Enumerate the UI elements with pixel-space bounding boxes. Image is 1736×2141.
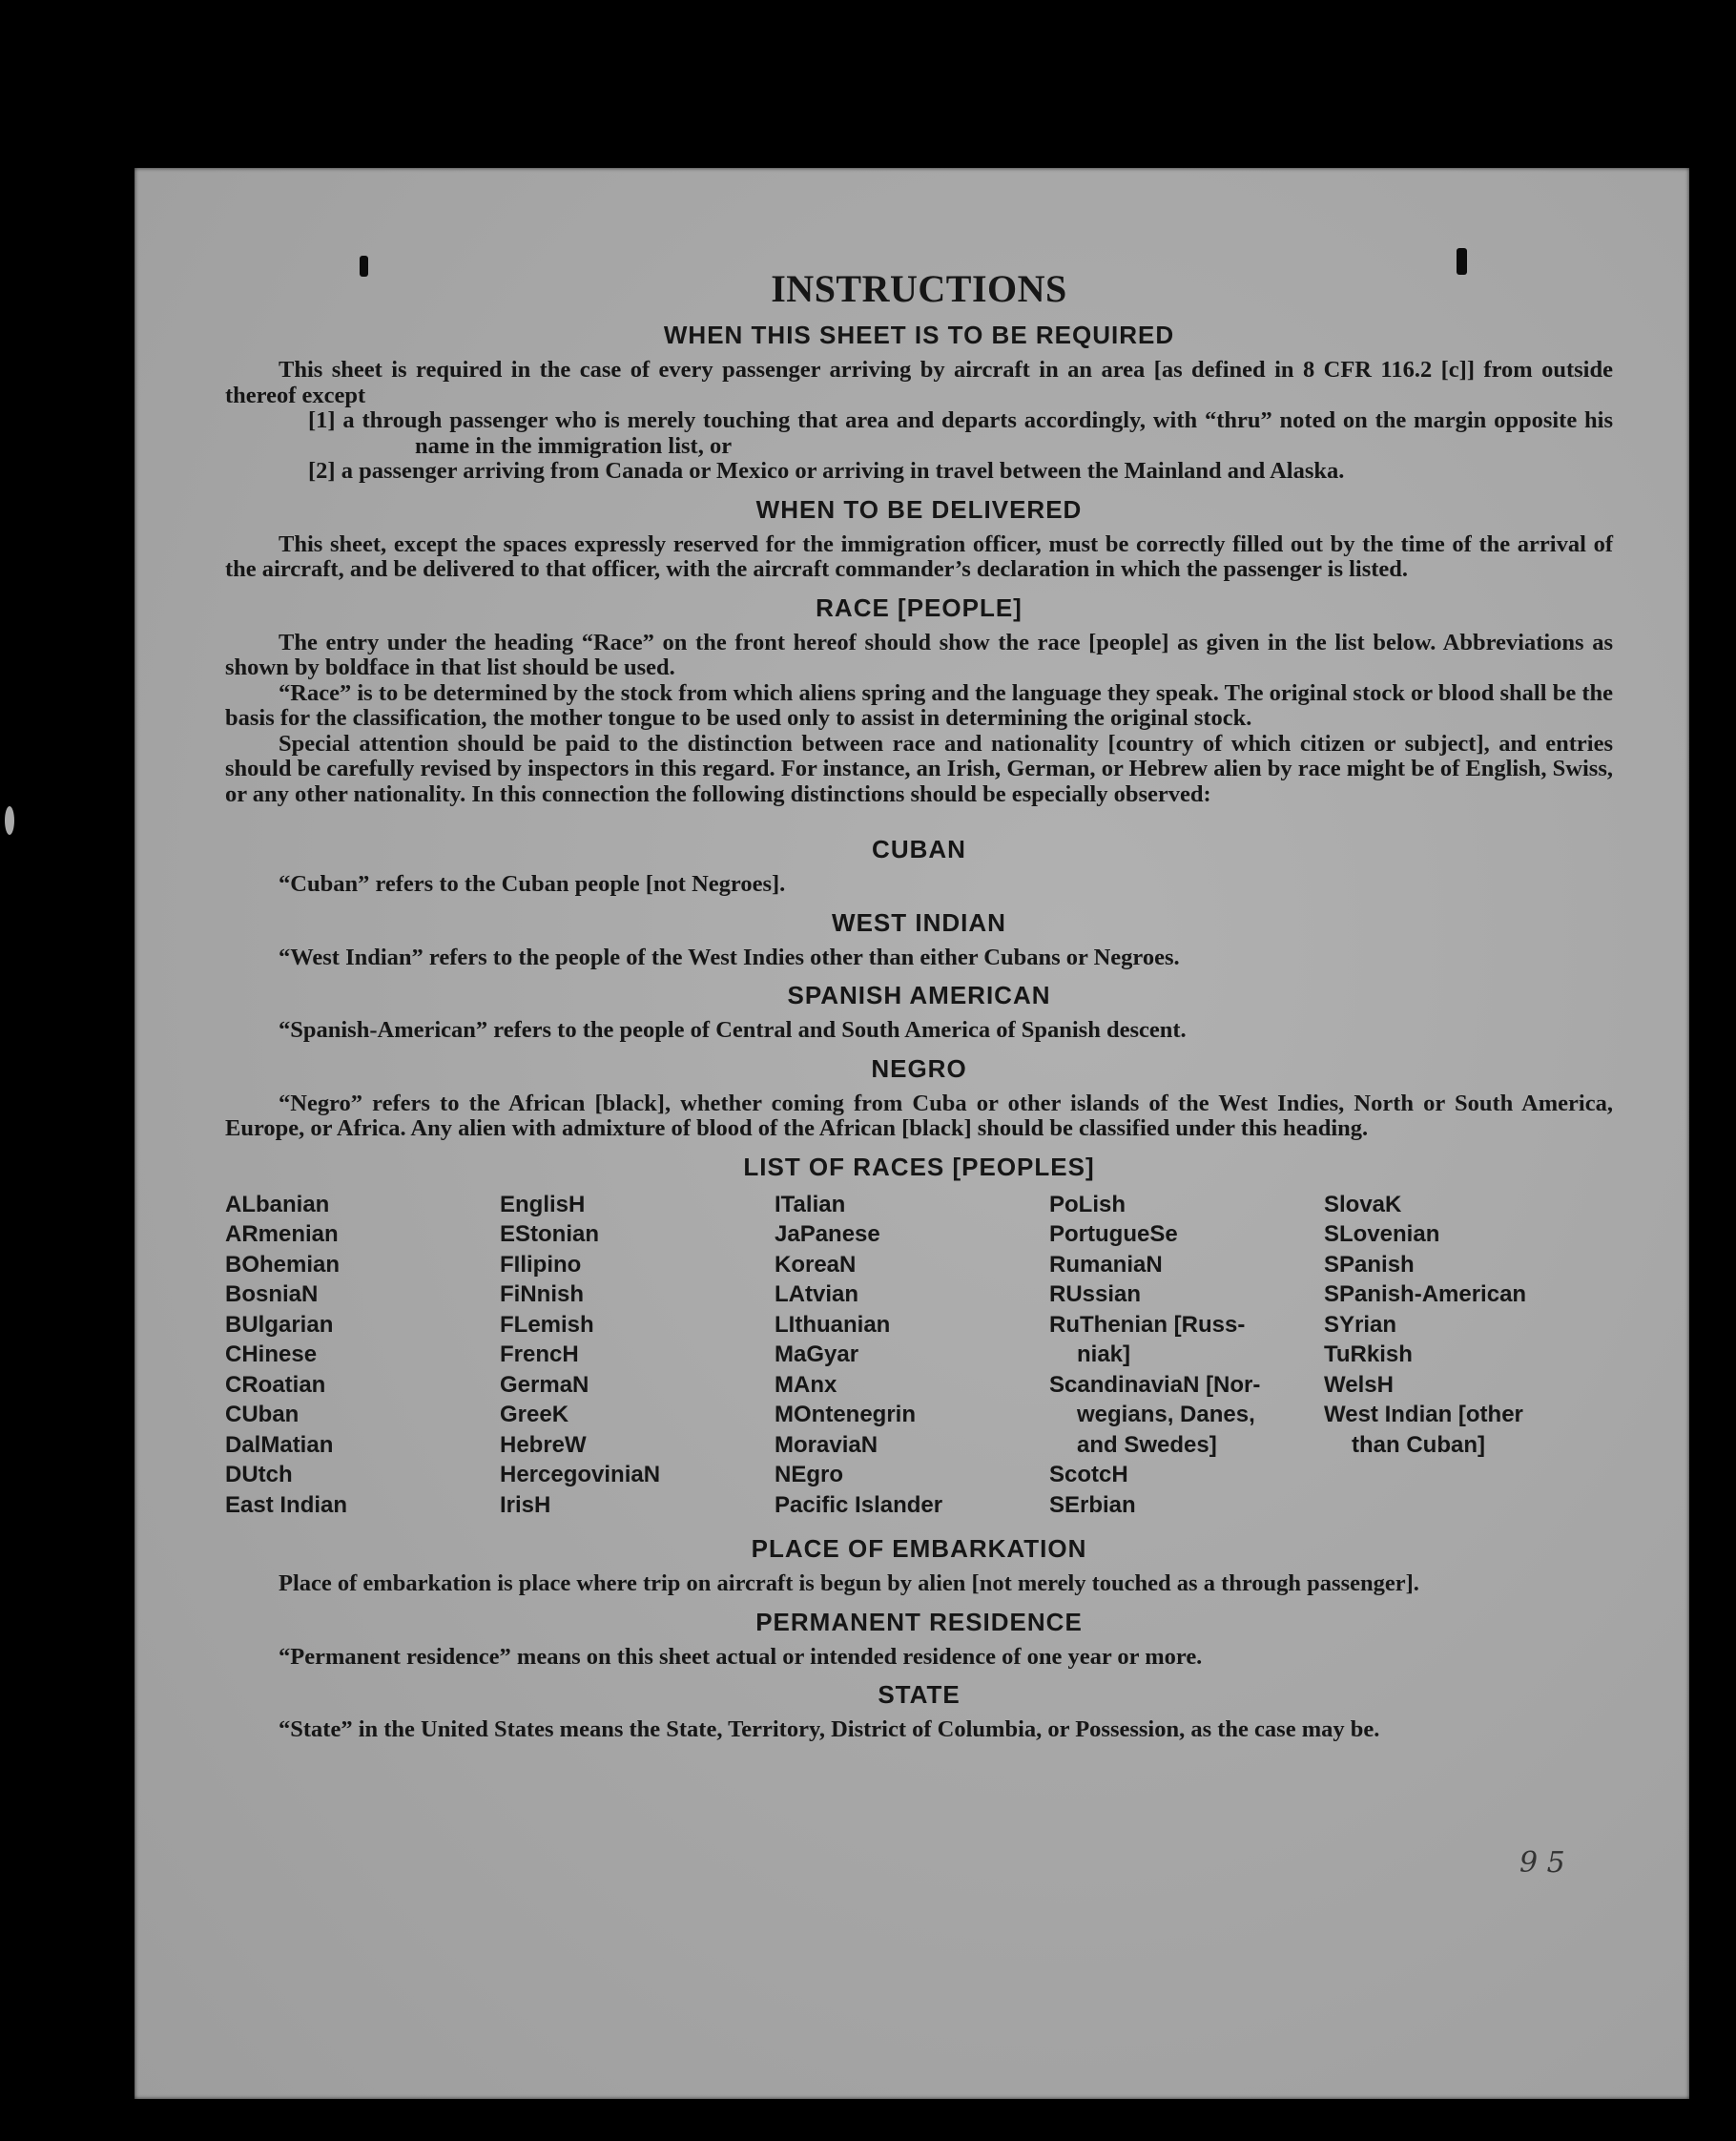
race-item: RUssian — [1049, 1281, 1142, 1307]
races-column-4 — [1049, 1190, 1324, 1521]
negro-text: “Negro” refers to the African [black], whether coming from Cuba or other islands of the West Indies, North or South America, Europe, or Africa. Any alien with admixture of blood of the African [black] should be classified under this heading. — [225, 1090, 1613, 1141]
race-item: SlovaK — [1324, 1191, 1402, 1217]
handwritten-note: 9 5 — [1519, 1846, 1565, 1880]
race-item: MOntenegrin — [775, 1402, 916, 1427]
cuban-text: “Cuban” refers to the Cuban people [not Negroes]. — [279, 871, 786, 897]
race-item: West Indian [other than Cuban] — [1324, 1402, 1523, 1458]
race-item: SPanish — [1324, 1251, 1415, 1278]
race-item: FLemish — [500, 1311, 594, 1338]
heading-spanish-american: SPANISH AMERICAN — [787, 981, 1051, 1009]
west-indian-text: “West Indian” refers to the people of the West Indies other than either Cubans or Negroes. — [279, 944, 1180, 970]
race-item: SErbian — [1049, 1491, 1136, 1518]
heading-required: WHEN THIS SHEET IS TO BE REQUIRED — [663, 321, 1175, 349]
race-item: EnglisH — [500, 1191, 586, 1217]
race-item: PortugueSe — [1049, 1221, 1178, 1247]
race-item: WelsH — [1324, 1371, 1394, 1398]
race-item: HercegoviniaN — [500, 1462, 661, 1487]
race-item: KoreaN — [775, 1251, 857, 1278]
races-column-3 — [775, 1190, 1049, 1521]
race-item: FiNnish — [500, 1281, 584, 1307]
heading-race: RACE [PEOPLE] — [816, 592, 1023, 622]
race-item: CRoatian — [225, 1371, 326, 1398]
edge-smudge — [5, 806, 14, 835]
race-item: CHinese — [225, 1341, 318, 1367]
race-item: LIthuanian — [775, 1311, 891, 1338]
heading-delivered: WHEN TO BE DELIVERED — [755, 494, 1083, 524]
race-item: DUtch — [225, 1462, 293, 1487]
race-item: GreeK — [500, 1402, 569, 1427]
spanish-american-text: “Spanish-American” refers to the people of Central and South America of Spanish descent. — [279, 1017, 1187, 1043]
race-item: ALbanian — [225, 1191, 330, 1217]
race-item: CUban — [225, 1402, 300, 1427]
race-item: IrisH — [500, 1491, 551, 1518]
race-item: BUlgarian — [225, 1311, 334, 1338]
race-item: RuThenian [Russ- niak] — [1049, 1311, 1246, 1367]
heading-list-of-races: LIST OF RACES [PEOPLES] — [743, 1152, 1095, 1181]
delivered-text: This sheet, except the spaces expressly reserved for the immigration officer, must be correctly filled out by the time of the arrival of the aircraft, and be delivered to that officer, with the aircraft commander’s declaration in which the passenger is listed. — [225, 530, 1613, 582]
race-item: LAtvian — [775, 1281, 859, 1307]
heading-negro: NEGRO — [871, 1053, 967, 1083]
race-item: GermaN — [500, 1371, 589, 1398]
races-column-5 — [1324, 1190, 1599, 1521]
document-sheet — [134, 168, 1689, 2099]
race-item: PoLish — [1049, 1191, 1126, 1217]
race-item: RumaniaN — [1049, 1251, 1163, 1278]
instructions-content — [225, 268, 1613, 1743]
heading-residence: PERMANENT RESIDENCE — [755, 1607, 1083, 1636]
race-item: NEgro — [775, 1462, 843, 1487]
state-text: “State” in the United States means the State, Territory, District of Columbia, or Possession, as the case may be. — [279, 1716, 1380, 1742]
race-item: JaPanese — [775, 1221, 880, 1247]
race-paragraph-2: “Race” is to be determined by the stock from which aliens spring and the language they speak. The original stock or blood shall be the basis for the classification, the mother tongue to be used only to assist in determining the original stock. — [225, 679, 1613, 731]
heading-embarkation: PLACE OF EMBARKATION — [751, 1534, 1087, 1563]
race-item: MaGyar — [775, 1341, 859, 1367]
race-paragraph-3: Special attention should be paid to the distinction between race and nationality [country of which citizen or subject], and entries should be carefully revised by inspectors in this regard. For instance, an Irish, German, or Hebrew alien by race might be of English, Swiss, or any other nationality. In this connection the following distinctions should be especially observed: — [225, 730, 1613, 807]
race-item: Pacific Islander — [775, 1491, 943, 1518]
race-item: SPanish-American — [1324, 1281, 1527, 1307]
race-item: FIlipino — [500, 1251, 582, 1278]
races-column-1 — [225, 1190, 500, 1521]
race-item: ScotcH — [1049, 1462, 1128, 1487]
heading-cuban: CUBAN — [872, 835, 966, 863]
race-item: BosniaN — [225, 1281, 319, 1307]
race-item: EStonian — [500, 1221, 600, 1247]
race-item: HebreW — [500, 1431, 587, 1458]
race-paragraph-1: The entry under the heading “Race” on the front hereof should show the race [people] as given in the list below. Abbreviations as shown by boldface in that list should be used. — [225, 629, 1613, 680]
race-item: ITalian — [775, 1191, 846, 1217]
races-table — [225, 1190, 1613, 1521]
required-intro: This sheet is required in the case of every passenger arriving by aircraft in an area [as defined in 8 CFR 116.2 [c]] from outside thereof except — [225, 357, 1613, 408]
race-item: ScandinaviaN [Nor- wegians, Danes, and Swedes] — [1049, 1371, 1261, 1458]
embarkation-text: Place of embarkation is place where trip on aircraft is begun by alien [not merely touched as a through passenger]. — [279, 1570, 1419, 1596]
race-item: MAnx — [775, 1371, 837, 1398]
race-item: FrencH — [500, 1341, 579, 1367]
race-item: SYrian — [1324, 1311, 1397, 1338]
race-item: BOhemian — [225, 1251, 341, 1278]
races-column-2 — [500, 1190, 775, 1521]
race-item: ARmenian — [225, 1221, 339, 1247]
required-item-1: [1] a through passenger who is merely touching that area and departs accordingly, with “thru” noted on the margin opposite his name in the immigration list, or — [308, 407, 1613, 459]
page-title: INSTRUCTIONS — [771, 267, 1067, 310]
heading-state: STATE — [878, 1680, 961, 1709]
race-item: MoraviaN — [775, 1431, 878, 1458]
race-item: East Indian — [225, 1491, 348, 1518]
race-item: TuRkish — [1324, 1341, 1413, 1367]
residence-text: “Permanent residence” means on this sheet actual or intended residence of one year or more. — [279, 1643, 1203, 1670]
race-item: SLovenian — [1324, 1221, 1440, 1247]
required-item-2: [2] a passenger arriving from Canada or Mexico or arriving in travel between the Mainland and Alaska. — [308, 458, 1345, 484]
race-item: DalMatian — [225, 1431, 334, 1458]
heading-west-indian: WEST INDIAN — [832, 907, 1006, 937]
